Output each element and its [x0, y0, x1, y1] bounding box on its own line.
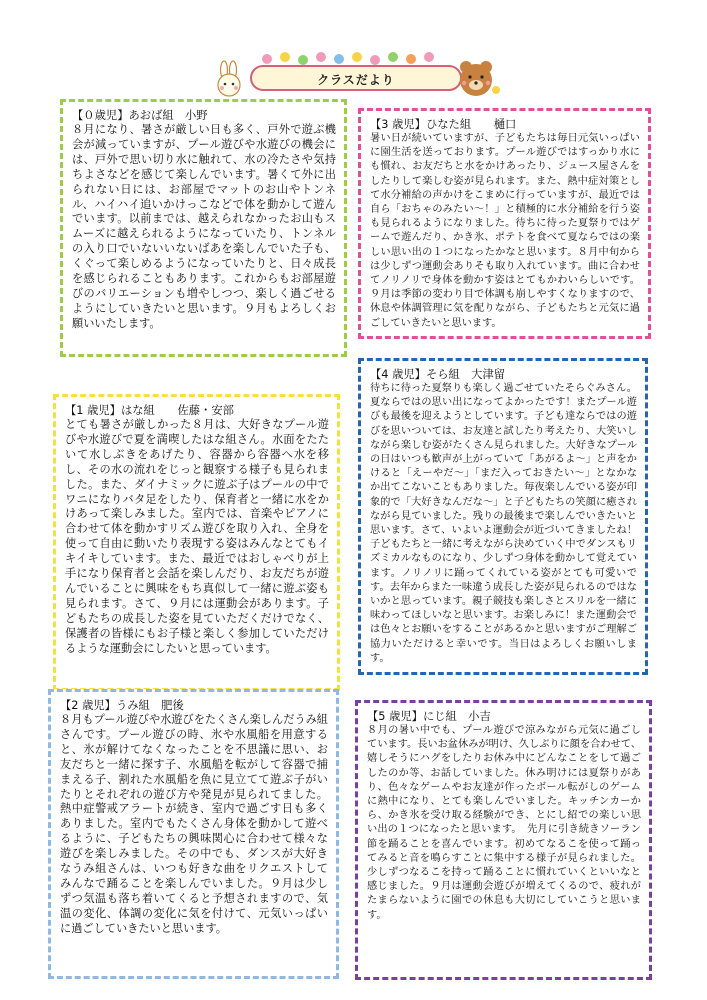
- class-title: 【3 歳児】ひなた組 樋口: [370, 118, 517, 131]
- class-box-niji: [355, 700, 652, 980]
- banner-frame: [250, 65, 462, 91]
- bunny-icon: [210, 60, 250, 100]
- class-box-hinata: [358, 108, 651, 339]
- class-body: ８月になり、暑さが厳しい日も多く、戸外で遊ぶ機会が減っていますが、プール遊びや水遊びの機会には、戸外で思い切り水に触れて、水の冷たさや気持ちよさなどを感じて楽しんでいます。暑くて外に出られない日には、お部屋でマットのお山やトンネル、ハイハイ追いかけっこなどで体を動かして遊んでいます。以前までは、越えられなかったお山もスムーズに越えられるようになっていたり、トンネルの入り口でいないいないばあを楽しんでいた子も、くぐって楽しめるようになっていたりと、日々成長を感じられることもあります。これからもお部屋遊びのバリエーションも増やしつつ、楽しく過ごせるようにしていきたいと思います。９月もよろしくお願いいたします。: [72, 123, 336, 330]
- flower-decoration: [370, 55, 380, 65]
- class-box-umi: [48, 689, 339, 979]
- flower-decoration: [352, 52, 362, 62]
- flower-decoration: [406, 54, 416, 64]
- class-body: 暑い日が続いていますが、子どもたちは毎日元気いっぱいに園生活を送っております。プール遊びではすっかり水にも慣れ、お友だちと水をかけあったり、ジュース屋さんをしたりして楽しむ姿が見られます。また、熱中症対策として水分補給の声かけをこまめに行っていますが、最近では自ら「おちゃのみたい～！」と積極的に水分補給を行う姿も見られるようになりました。待ちに待った夏祭りではゲームで遊んだり、かき氷、ポテトを食べて夏ならではの楽しい思い出の１つになったかなと思います。８月中旬からは少しずつ運動会ありそも取り入れています。曲に合わせてノリノリで身体を動かす姿はとてもかわいらしいです。９月は季節の変わり目で体調も崩しやすくなりますので、休息や体調管理に気を配りながら、子どもたちと元気に過ごしていきたいと思います。: [370, 133, 640, 329]
- flower-decoration: [262, 54, 272, 64]
- class-body: ８月の暑い中でも、プール遊びで涼みながら元気に過ごしています。長いお盆休みが明け、久しぶりに顔を合わせて、嬉しそうにハグをしたりお休み中にどんなことをして過ごしたのか等、お話していました。休み明けには夏祭りがあり、色々なゲームやお友達が作ったボール転がしのゲームに熱中になり、とても楽しんでいました。キッチンカーから、かき氷を受け取る経験ができ、とにし紹での楽しい思い出の１つになったと思います。 先月に引き続きソーラン節を踊ることを喜んでいます。初めてなるこを使って踊ってみると音を鳴らすことに集中する様子が見られました。少しずつなるこを持って踊ることに慣れていくといいなと感じました。９月は運動会遊びが増えてくるので、疲れがたまらないように園での休息も大切にしていこうと思います。: [367, 725, 641, 921]
- class-box-hana: [53, 394, 340, 691]
- flower-decoration: [316, 52, 326, 62]
- class-body: とても暑さが厳しかった８月は、大好きなプール遊びや水遊びで夏を満喫したはな組さん。水面をたたいて水しぶきをあげたり、容器から容器へ水を移し、その水の流れをじっと観察する様子も見られました。また、ダイナミックに遊ぶ子はプールの中でワニになりバタ足をしたり、保育者と一緒に水をかけあって楽しみました。室内では、音楽やピアノに合わせて体を動かすリズム遊びを取り入れ、全身を使って自由に動いたり表現する姿はみんなとてもイキイキしています。また、最近ではおしゃべりが上手になり保育者と会話を楽しんだり、お友だちが遊んでいることに興味をもち真似して一緒に遊ぶ姿も見られます。さて、９月には運動会があります。子どもたちの成長した姿を見ていただくだけでなく、保護者の皆様にもお子様と楽しく参加していただけるような運動会にしたいと思っています。: [65, 418, 329, 655]
- class-title: 【2 歳児】うみ組 肥後: [60, 699, 184, 712]
- class-title: 【０歳児】あおば組 小野: [72, 109, 208, 122]
- flower-decoration: [298, 55, 308, 65]
- flower-decoration: [388, 52, 398, 62]
- flower-decoration: [334, 54, 344, 64]
- class-body: 待ちに待った夏祭りも楽しく過ごせていたそらぐみさん。夏ならではの思い出になってよかったです！またプール遊びも最後を迎えようとしています。子ども達ならではの遊びを思いついては、お友達と試したり考えたり、大笑いしながら楽しむ姿がたくさん見られました。大好きなプールの日はいつも歓声が上がっていて「あがるよ～」と声をかけると「えーやだ～」「まだ入っておきたい～」となかなか出てこないこともありました。毎夜楽しんでいる姿が印象的で「大好きなんだな～」と子どもたちの笑顔に癒されながら見ていました。残りの最後まで楽しんでいきたいと思います。さて、いよいよ運動会が近づいてきましたね！子どもたちと一緒に考えながら決めていく中でダンスもリズミカルなものになり、少しずつ身体を動かして覚えています。ノリノリに踊ってくれている姿がとても可愛いです。去年からまた一味違う成長した姿が見られるのではないかと思っています。親子競技も楽しさとスリルを一緒に味わってほしいなと思います。お楽しみに！また運動会では色々とお願いをすることがあるかと思いますがご理解ご協力いただけると幸いです。当日はよろしくお願いします。: [370, 383, 637, 664]
- class-title: 【1 歳児】はな組 佐藤・安部: [65, 404, 234, 417]
- header-banner: [210, 52, 502, 97]
- page-title: クラスだより: [317, 73, 395, 87]
- class-box-aoba: [60, 99, 347, 357]
- class-box-sora: [358, 358, 648, 675]
- flower-decoration: [280, 52, 290, 62]
- bear-icon: [450, 58, 502, 100]
- flower-decoration: [424, 52, 434, 62]
- class-body: ８月もプール遊びや水遊びをたくさん楽しんだうみ組さんです。プール遊びの時、氷や水風船を用意すると、氷が解けてなくなったことを不思議に思い、お友だちと一緒に探す子、水風船を転がして容器で捕まえる子、割れた水風船を魚に見立てて遊ぶ子がいたりとそれぞれの遊び方や発見が見られてました。熱中症警戒アラートが続き、室内で過ごす日も多くありました。室内でもたくさん身体を動かして遊べるように、子どもたちの興味関心に合わせて様々な遊びを楽しみました。その中でも、ダンスが大好きなうみ組さんは、いつも好きな曲をリクエストしてみんなで踊ることを楽しんでいました。９月は少しずつ気温も落ち着いてくると予想されますので、気温の変化、体調の変化に気を付けて、元気いっぱいに過ごしていきたいと思います。: [60, 713, 328, 935]
- class-title: 【4 歳児】そら組 大津留: [370, 368, 506, 381]
- class-title: 【5 歳児】にじ組 小吉: [367, 710, 491, 723]
